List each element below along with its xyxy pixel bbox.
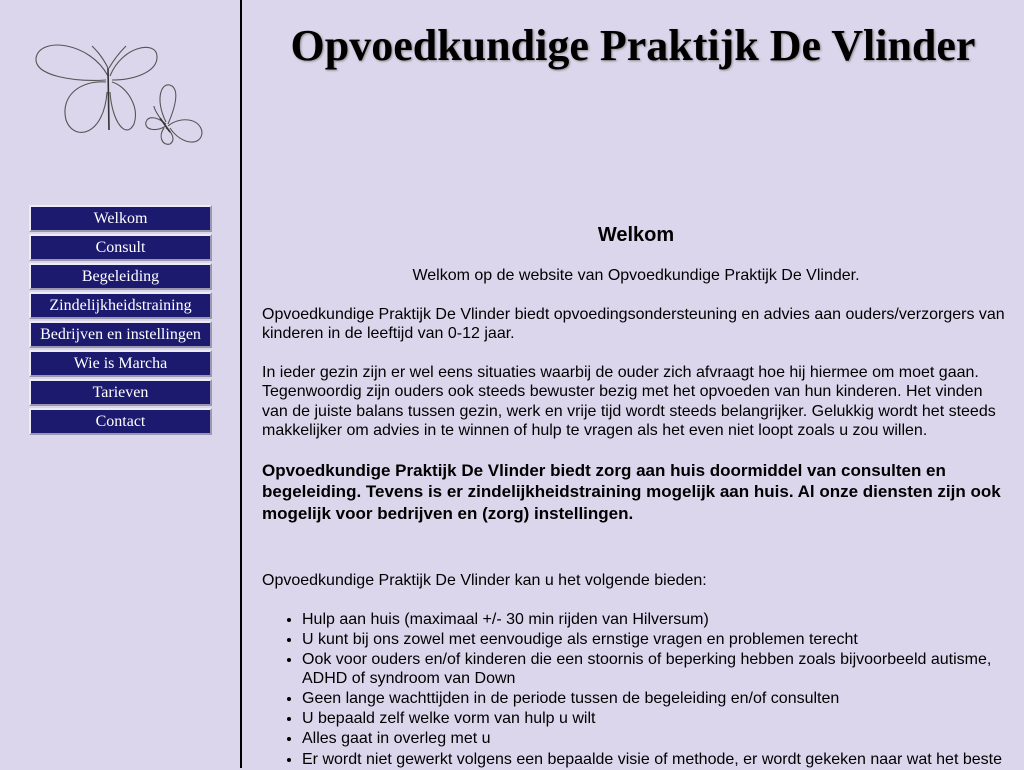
offer-list bbox=[262, 610, 1010, 770]
butterfly-logo-icon[interactable] bbox=[30, 36, 208, 150]
list-item: • U bepaald zelf welke vorm van hulp u wilt bbox=[302, 709, 1010, 729]
nav-item-contact[interactable]: Contact bbox=[29, 408, 212, 435]
paragraph-situations: In ieder gezin zijn er wel eens situaties waarbij de ouder zich afvraagt hoe hij hiermee om moet gaan. Tegenwoordig zijn ouders ook steeds bewuster bezig met het opvoeden van hun kinderen. Het vinden van de juiste balans tussen gezin, werk en vrije tijd wordt steeds belangrijker. Gelukkig wordt het steeds makkelijker om advies in te winnen of hulp te vragen als het even niet loopt zoals u zou willen. bbox=[262, 363, 996, 439]
sidebar bbox=[0, 0, 242, 768]
list-item: • Ook voor ouders en/of kinderen die een stoornis of beperking hebben zoals bijvoorbeeld autisme, ADHD of syndroom van Down bbox=[302, 650, 1010, 689]
page-heading: Welkom bbox=[597, 224, 675, 246]
nav-item-bedrijven-en-instellingen[interactable]: Bedrijven en instellingen bbox=[29, 321, 212, 348]
main-content bbox=[262, 222, 1010, 770]
nav-item-welkom[interactable]: Welkom bbox=[29, 205, 212, 232]
nav-item-zindelijkheidstraining[interactable]: Zindelijkheidstraining bbox=[29, 292, 212, 319]
main-nav bbox=[29, 205, 212, 437]
list-item: • U kunt bij ons zowel met eenvoudige als ernstige vragen en problemen terecht bbox=[302, 630, 1010, 650]
list-item: • Er wordt niet gewerkt volgens een bepaalde visie of methode, er wordt gekeken naar wat het beste bbox=[302, 750, 1010, 770]
paragraph-about: Opvoedkundige Praktijk De Vlinder biedt opvoedingsondersteuning en advies aan ouders/verzorgers van kinderen in de leeftijd van 0-12 jaar. bbox=[262, 305, 1005, 342]
highlight-text: Opvoedkundige Praktijk De Vlinder biedt zorg aan huis doormiddel van consulten en begeleiding. Tevens is er zindelijkheidstraining mogelijk aan huis. Al onze diensten zijn ook mogelijk voor bedrijven en (zorg) instellingen. bbox=[262, 460, 1001, 523]
nav-item-tarieven[interactable]: Tarieven bbox=[29, 379, 212, 406]
nav-item-begeleiding[interactable]: Begeleiding bbox=[29, 263, 212, 290]
nav-item-consult[interactable]: Consult bbox=[29, 234, 212, 261]
nav-item-wie-is-marcha[interactable]: Wie is Marcha bbox=[29, 350, 212, 377]
intro-text: Welkom op de website van Opvoedkundige Praktijk De Vlinder. bbox=[412, 267, 860, 284]
list-item: • Geen lange wachttijden in de periode tussen de begeleiding en/of consulten bbox=[302, 689, 1010, 709]
site-title: Opvoedkundige Praktijk De Vlinder bbox=[290, 21, 976, 70]
offer-intro: Opvoedkundige Praktijk De Vlinder kan u het volgende bieden: bbox=[262, 572, 707, 589]
list-item: • Hulp aan huis (maximaal +/- 30 min rijden van Hilversum) bbox=[302, 610, 1010, 630]
list-item: • Alles gaat in overleg met u bbox=[302, 729, 1010, 749]
